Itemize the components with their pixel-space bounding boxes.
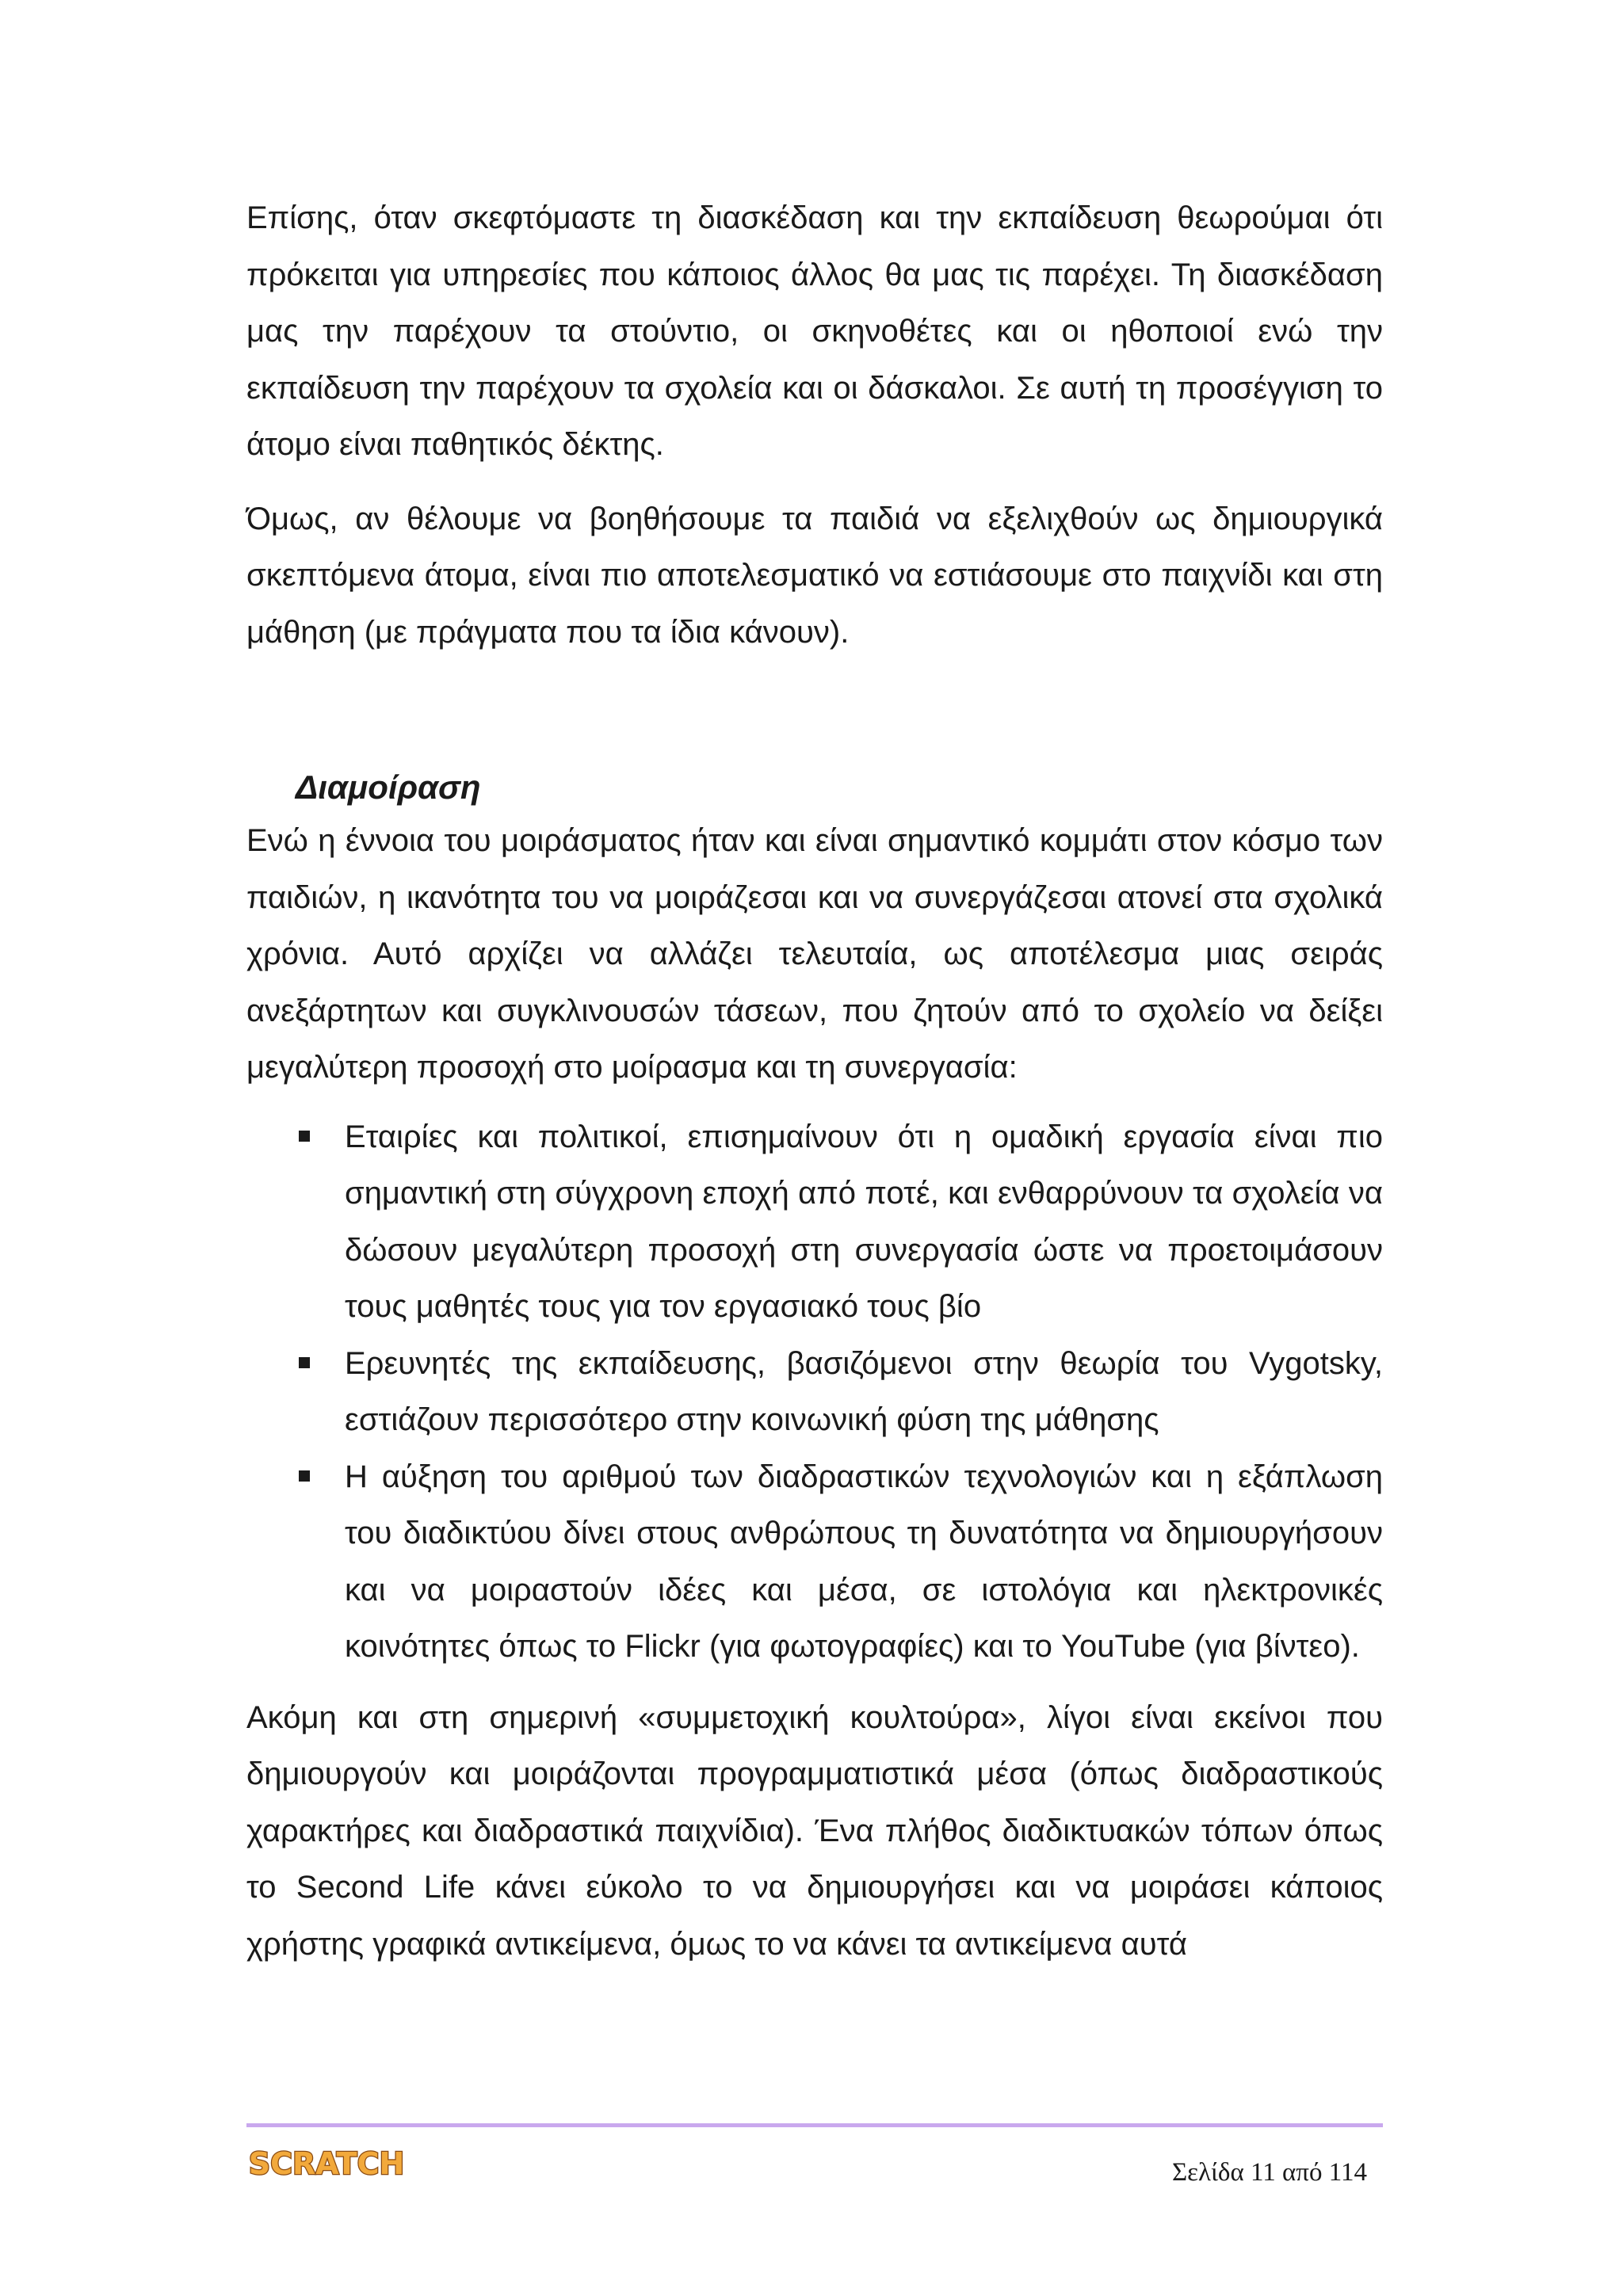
square-bullet-icon — [299, 1131, 310, 1142]
page-body — [246, 190, 1383, 1973]
list-item — [246, 1449, 1383, 1676]
list-item-text: Εταιρίες και πολιτικοί, επισημαίνουν ότι η ομαδική εργασία είναι πιο σημαντική στη σύγχρονη εποχή από ποτέ, και ενθαρρύνουν τα σχολεία να δώσουν μεγαλύτερη προσοχή στη συνεργασία ώστε να προετοιμάσουν τους μαθητές τους για τον εργασιακό τους βίο — [345, 1119, 1383, 1324]
list-item — [246, 1109, 1383, 1336]
section-heading: Διαμοίραση — [296, 769, 481, 806]
list-item — [246, 1336, 1383, 1449]
list-item-text: Η αύξηση του αριθμού των διαδραστικών τεχνολογιών και η εξάπλωση του διαδικτύου δίνει στους ανθρώπους τη δυνατότητα να δημιουργήσουν και να μοιραστούν ιδέες και μέσα, σε ιστολόγια και ηλεκτρονικές κοινότητες όπως το Flickr (για φωτογραφίες) και το YouTube (για βίντεο). — [345, 1459, 1383, 1664]
square-bullet-icon — [299, 1470, 310, 1482]
scratch-logo — [248, 2133, 405, 2188]
intro-paragraph-1: Επίσης, όταν σκεφτόμαστε τη διασκέδαση και την εκπαίδευση θεωρούμαι ότι πρόκειται για υπηρεσίες που κάποιος άλλος θα μας τις παρέχει. Τη διασκέδαση μας την παρέχουν τα στούντιο, οι σκηνοθέτες και οι ηθοποιοί ενώ την εκπαίδευση την παρέχουν τα σχολεία και οι δάσκαλοι. Σε αυτή τη προσέγγιση το άτομο είναι παθητικός δέκτης. — [246, 200, 1383, 462]
intro-paragraph-2: Όμως, αν θέλουμε να βοηθήσουμε τα παιδιά να εξελιχθούν ως δημιουργικά σκεπτόμενα άτομα, είναι πιο αποτελεσματικό να εστιάσουμε στο παιχνίδι και στη μάθηση (με πράγματα που τα ίδια κάνουν). — [246, 501, 1383, 650]
square-bullet-icon — [299, 1357, 310, 1368]
bullet-list — [246, 1109, 1383, 1676]
closing-paragraph: Ακόμη και στη σημερινή «συμμετοχική κουλτούρα», λίγοι είναι εκείνοι που δημιουργούν και μοιράζονται προγραμματιστικά μέσα (όπως διαδραστικούς χαρακτήρες και διαδραστικά παιχνίδια). Ένα πλήθος διαδικτυακών τόπων όπως το Second Life κάνει εύκολο το να δημιουργήσει και να μοιράσει κάποιος χρήστης γραφικά αντικείμενα, όμως το να κάνει τα αντικείμενα αυτά — [246, 1699, 1383, 1962]
list-item-text: Ερευνητές της εκπαίδευσης, βασιζόμενοι στην θεωρία του Vygotsky, εστιάζουν περισσότερο στην κοινωνική φύση της μάθησης — [345, 1345, 1383, 1437]
page-number: Σελίδα 11 από 114 — [1171, 2158, 1367, 2187]
footer-divider — [246, 2123, 1383, 2127]
section-lead-paragraph: Ενώ η έννοια του μοιράσματος ήταν και είναι σημαντικό κομμάτι στον κόσμο των παιδιών, η ικανότητα του να μοιράζεσαι και να συνεργάζεσαι ατονεί στα σχολικά χρόνια. Αυτό αρχίζει να αλλάζει τελευταία, ως αποτέλεσμα μιας σειράς ανεξάρτητων και συγκλινουσών τάσεων, που ζητούν από το σχολείο να δείξει μεγαλύτερη προσοχή στο μοίρασμα και τη συνεργασία: — [246, 823, 1383, 1085]
scratch-logo-text: SCRATCH — [248, 2146, 405, 2181]
